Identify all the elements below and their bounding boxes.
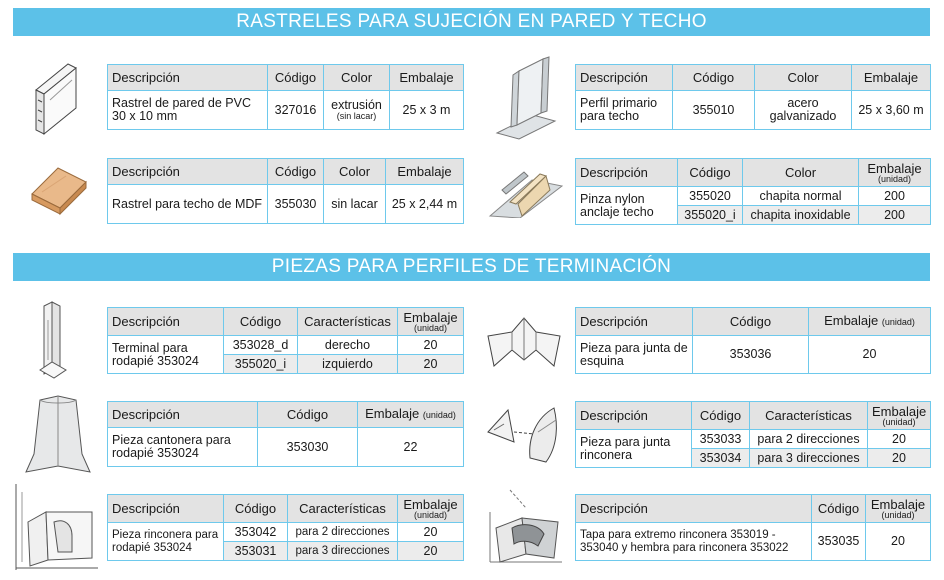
color-note: (sin lacar) [336, 111, 377, 121]
header-embalaje [398, 308, 464, 336]
unidad-label: (unidad) [881, 317, 915, 327]
header-codigo: Código [224, 308, 298, 336]
header-codigo: Código [268, 159, 324, 185]
product-code: 353042 [224, 523, 288, 542]
header-color: Color [324, 159, 386, 185]
product-code: 353031 [224, 542, 288, 561]
product-color: acero galvanizado [755, 91, 852, 130]
header-embalaje [859, 159, 931, 187]
mdf-batten-icon [28, 160, 90, 218]
header-descripcion: Descripción [576, 495, 812, 523]
product-color: chapita inoxidable [743, 206, 859, 225]
header-embalaje [398, 495, 464, 523]
product-description: Rastrel para techo de MDF [108, 185, 268, 224]
header-caracteristicas: Características [298, 308, 398, 336]
embalaje-label: Embalaje [872, 403, 927, 419]
product-packaging: 25 x 2,44 m [386, 185, 464, 224]
header-color: Color [755, 65, 852, 91]
product-description: Pieza para junta rinconera [576, 430, 692, 468]
header-codigo: Código [812, 495, 866, 523]
product-feature: para 2 direcciones [288, 523, 398, 542]
steel-profile-icon [493, 55, 559, 143]
header-embalaje [868, 402, 931, 430]
header-codigo: Código [258, 402, 358, 428]
product-code: 355020_i [224, 355, 298, 374]
embalaje-label: Embalaje [870, 496, 926, 512]
header-codigo: Código [692, 402, 750, 430]
header-embalaje: Embalaje [852, 65, 931, 91]
product-color [324, 91, 390, 130]
product-code: 327016 [268, 91, 324, 130]
header-codigo: Código [268, 65, 324, 91]
table-corner-joint [575, 307, 931, 374]
unidad-label: (unidad) [881, 509, 915, 520]
product-feature: derecho [298, 336, 398, 355]
unidad-label: (unidad) [422, 410, 456, 420]
header-embalaje [809, 308, 931, 336]
header-descripcion: Descripción [576, 308, 693, 336]
unidad-label: (unidad) [413, 509, 448, 520]
product-description: Pieza para junta de esquina [576, 336, 693, 374]
header-descripcion: Descripción [108, 402, 258, 428]
embalaje-label: Embalaje [403, 496, 458, 512]
table-pvc-batten [107, 64, 464, 130]
product-packaging: 200 [859, 206, 931, 225]
product-packaging: 25 x 3,60 m [852, 91, 931, 130]
table-mdf-batten [107, 158, 464, 224]
header-codigo: Código [678, 159, 743, 187]
pvc-batten-icon [28, 60, 84, 140]
product-description: Terminal para rodapié 353024 [108, 336, 224, 374]
product-packaging: 200 [859, 187, 931, 206]
product-feature: para 3 direcciones [750, 449, 868, 468]
header-codigo: Código [224, 495, 288, 523]
table-steel-profile [575, 64, 931, 130]
table-nylon-clip [575, 158, 931, 225]
product-code: 353028_d [224, 336, 298, 355]
product-packaging: 20 [398, 336, 464, 355]
product-description: Perfil primario para techo [576, 91, 673, 130]
header-caracteristicas: Características [288, 495, 398, 523]
nylon-clip-icon [488, 160, 564, 218]
header-embalaje [866, 495, 931, 523]
product-description: Pieza cantonera para rodapié 353024 [108, 428, 258, 467]
product-packaging: 20 [809, 336, 931, 374]
product-feature: para 2 direcciones [750, 430, 868, 449]
header-codigo: Código [673, 65, 755, 91]
header-descripcion: Descripción [108, 495, 224, 523]
product-packaging: 22 [358, 428, 464, 467]
product-packaging: 25 x 3 m [390, 91, 464, 130]
header-descripcion: Descripción [576, 402, 692, 430]
header-descripcion: Descripción [108, 159, 268, 185]
product-description: Tapa para extremo rinconera 353019 - 353040 y hembra para rinconera 353022 [576, 523, 812, 561]
embalaje-label: Embalaje [403, 309, 458, 325]
header-caracteristicas: Características [750, 402, 868, 430]
unidad-label: (unidad) [882, 416, 916, 427]
product-code: 355010 [673, 91, 755, 130]
product-code: 353030 [258, 428, 358, 467]
skirting-corner-icon [22, 394, 94, 476]
product-code: 355020 [678, 187, 743, 206]
header-color: Color [324, 65, 390, 91]
embalaje-label: Embalaje [867, 160, 922, 176]
corner-cap-icon [482, 488, 566, 568]
product-description: Pinza nylon anclaje techo [576, 187, 678, 225]
product-code: 355030 [268, 185, 324, 224]
product-packaging: 20 [398, 355, 464, 374]
product-code: 355020_i [678, 206, 743, 225]
header-descripcion: Descripción [108, 65, 268, 91]
product-code: 353035 [812, 523, 866, 561]
product-description: Rastrel de pared de PVC 30 x 10 mm [108, 91, 268, 130]
header-descripcion: Descripción [576, 159, 678, 187]
product-color: sin lacar [324, 185, 386, 224]
unidad-label: (unidad) [877, 173, 912, 184]
header-embalaje: Embalaje [390, 65, 464, 91]
color-value: extrusión [331, 98, 382, 112]
product-description: Pieza rinconera para rodapié 353024 [108, 523, 224, 561]
inner-corner-joint-icon [484, 402, 564, 466]
product-code: 353034 [692, 449, 750, 468]
header-color: Color [743, 159, 859, 187]
embalaje-label: Embalaje [824, 313, 879, 328]
skirting-end-icon [36, 300, 76, 380]
skirting-inner-corner-icon [14, 482, 100, 572]
table-skirting-inner-corner [107, 494, 464, 561]
product-packaging: 20 [868, 449, 931, 468]
table-corner-cap [575, 494, 931, 561]
product-packaging: 20 [398, 523, 464, 542]
header-embalaje: Embalaje [386, 159, 464, 185]
header-descripcion: Descripción [576, 65, 673, 91]
header-embalaje [358, 402, 464, 428]
header-descripcion: Descripción [108, 308, 224, 336]
product-code: 353033 [692, 430, 750, 449]
unidad-label: (unidad) [413, 322, 448, 333]
product-packaging: 20 [866, 523, 931, 561]
product-feature: para 3 direcciones [288, 542, 398, 561]
product-packaging: 20 [868, 430, 931, 449]
table-inner-corner-joint [575, 401, 931, 468]
product-packaging: 20 [398, 542, 464, 561]
corner-joint-icon [484, 316, 564, 372]
product-feature: izquierdo [298, 355, 398, 374]
product-color: chapita normal [743, 187, 859, 206]
table-skirting-end [107, 307, 464, 374]
section-title-profiles: PIEZAS PARA PERFILES DE TERMINACIÓN [13, 253, 930, 281]
section-title-wall-ceiling: RASTRELES PARA SUJECIÓN EN PARED Y TECHO [13, 8, 930, 36]
product-code: 353036 [693, 336, 809, 374]
header-codigo: Código [693, 308, 809, 336]
embalaje-label: Embalaje [365, 406, 420, 421]
table-skirting-corner [107, 401, 464, 467]
